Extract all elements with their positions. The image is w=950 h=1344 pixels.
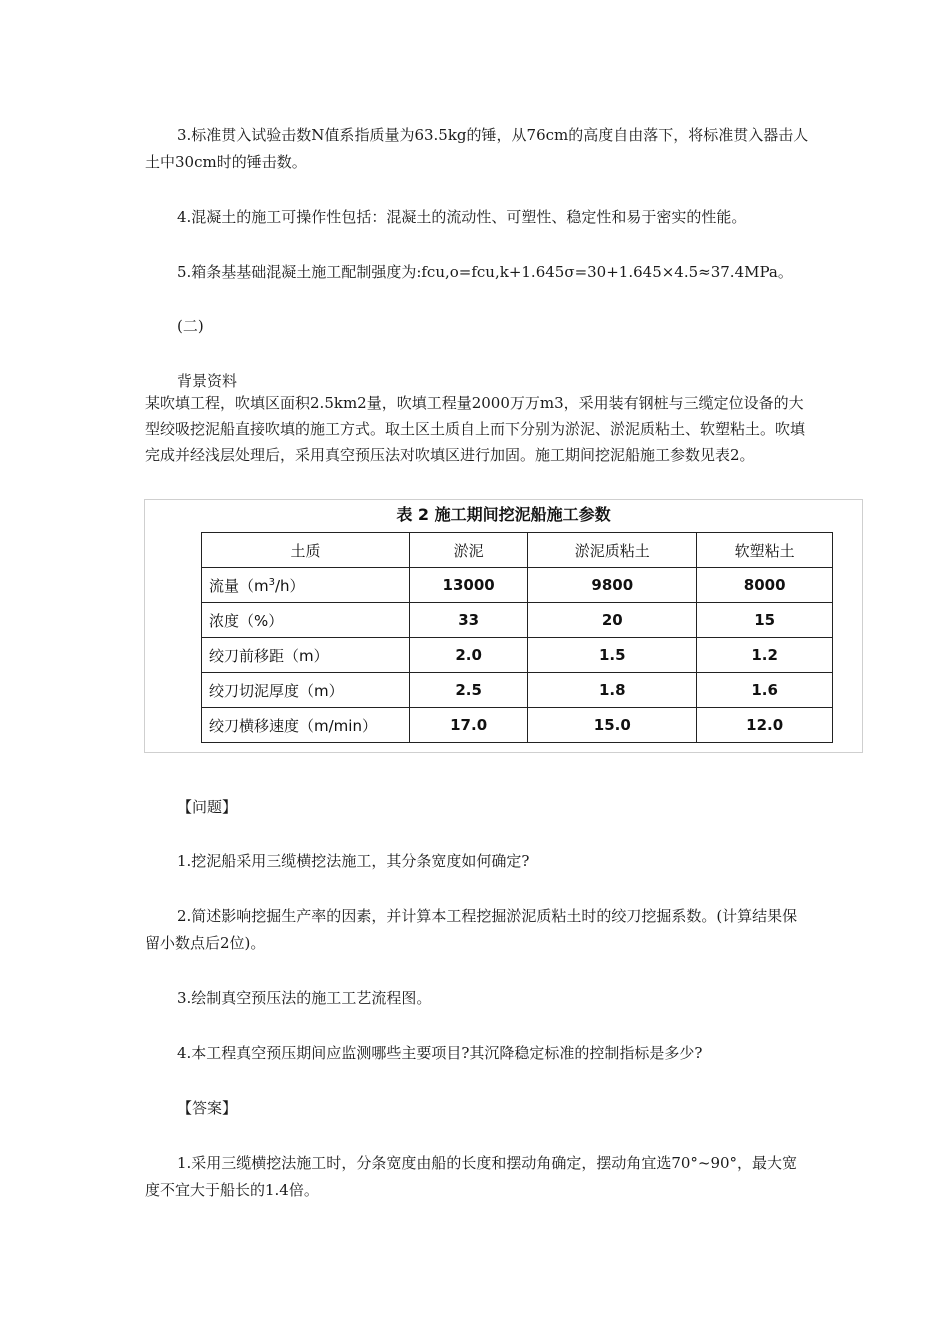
answer-paragraph-5: 5.箱条基基础混凝土施工配制强度为:fcu,o=fcu,k+1.645σ=30+1.645×4.5≈37.4MPa。 [177, 263, 793, 281]
table-row [202, 708, 833, 743]
table-cell: 2.5 [410, 673, 528, 708]
section-number: (二) [177, 317, 204, 335]
table-row [202, 603, 833, 638]
table-cell: 2.0 [410, 638, 528, 673]
table-row [202, 638, 833, 673]
table-header-cell: 软塑粘土 [697, 533, 833, 568]
row-label [202, 568, 410, 603]
answers-heading: 【答案】 [177, 1099, 238, 1117]
table-cell: 1.5 [528, 638, 697, 673]
row-label: 浓度（%） [202, 603, 410, 638]
answer-paragraph-4: 4.混凝土的施工可操作性包括：混凝土的流动性、可塑性、稳定性和易于密实的性能。 [177, 208, 747, 226]
row-label-part: 流量（m [209, 576, 269, 595]
row-label: 绞刀前移距（m） [202, 638, 410, 673]
row-label: 绞刀切泥厚度（m） [202, 673, 410, 708]
background-title: 背景资料 [177, 372, 238, 390]
table-caption: 表 2 施工期间挖泥船施工参数 [396, 505, 611, 524]
row-label-superscript: 3 [268, 576, 275, 588]
table-cell: 1.2 [697, 638, 833, 673]
table-header-cell: 土质 [202, 533, 410, 568]
table-cell: 13000 [410, 568, 528, 603]
table-cell: 33 [410, 603, 528, 638]
table-cell: 8000 [697, 568, 833, 603]
table-figure [144, 499, 863, 753]
questions-heading: 【问题】 [177, 798, 238, 816]
table-cell: 15 [697, 603, 833, 638]
question-item: 2.简述影响挖掘生产率的因素，并计算本工程挖掘淤泥质粘土时的绞刀挖掘系数。(计算结果保留小数点后2位)。 [145, 907, 798, 952]
table-cell: 1.8 [528, 673, 697, 708]
table-cell: 1.6 [697, 673, 833, 708]
row-label-part: /h） [275, 576, 305, 595]
question-item: 1.挖泥船采用三缆横挖法施工，其分条宽度如何确定? [177, 852, 530, 870]
row-label: 绞刀横移速度（m/min） [202, 708, 410, 743]
table-row [202, 673, 833, 708]
table-header-cell: 淤泥质粘土 [528, 533, 697, 568]
question-item: 3.绘制真空预压法的施工工艺流程图。 [177, 989, 432, 1007]
answer-item: 1.采用三缆横挖法施工时，分条宽度由船的长度和摆动角确定，摆动角宜选70°~90°，最大宽度不宜大于船长的1.4倍。 [145, 1154, 798, 1199]
table-row [202, 568, 833, 603]
table-cell: 17.0 [410, 708, 528, 743]
question-item: 4.本工程真空预压期间应监测哪些主要项目?其沉降稳定标准的控制指标是多少? [177, 1044, 703, 1062]
table-cell: 12.0 [697, 708, 833, 743]
table-header-row [202, 533, 833, 568]
background-text: 某吹填工程，吹填区面积2.5km2量，吹填工程量2000万万m3，采用装有钢桩与三缆定位设备的大型绞吸挖泥船直接吹填的施工方式。取土区土质自上而下分别为淤泥、淤泥质粘土、软塑粘土。吹填完成并经浅层处理后，采用真空预压法对吹填区进行加固。施工期间挖泥船施工参数见表2。 [145, 394, 806, 464]
table-header-cell: 淤泥 [410, 533, 528, 568]
table-cell: 20 [528, 603, 697, 638]
answer-paragraph-3: 3.标准贯入试验击数N值系指质量为63.5kg的锤，从76cm的高度自由落下，将标准贯入器击人土中30cm时的锤击数。 [145, 126, 809, 171]
table-cell: 15.0 [528, 708, 697, 743]
table-cell: 9800 [528, 568, 697, 603]
parameters-table [201, 532, 833, 743]
